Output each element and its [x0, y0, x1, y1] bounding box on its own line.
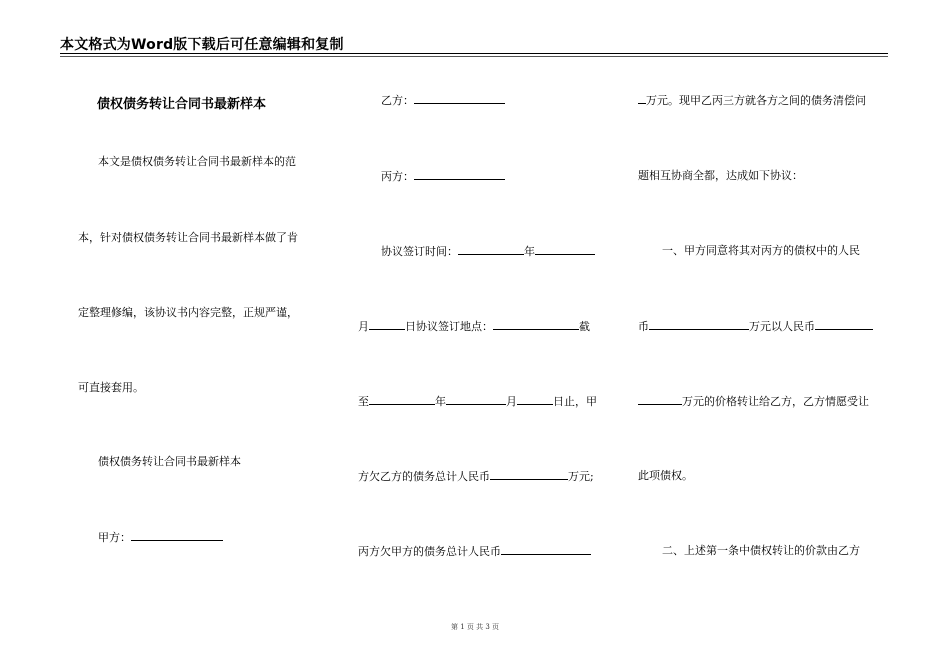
- amount-1-blank: [649, 319, 749, 330]
- price-text: 万元的价格转让给乙方，乙方情愿受让: [682, 395, 869, 408]
- intro-line-1: 本文是债权债务转让合同书最新样本的范: [98, 155, 296, 168]
- year-label-2: 年: [435, 395, 446, 408]
- sign-day-blank: [369, 319, 405, 330]
- until-label: 至: [358, 395, 369, 408]
- debt-2-label: 丙方欠甲方的债务总计人民币: [358, 545, 501, 558]
- party-b-line: [381, 93, 505, 108]
- debt-line-2: [358, 544, 591, 559]
- cutoff-label: 截: [579, 320, 590, 333]
- party-a-line: [98, 530, 223, 545]
- party-c-blank: [414, 169, 505, 180]
- debt-1-blank: [490, 469, 568, 480]
- sign-time-line: [381, 244, 595, 259]
- clause-2-line: 二、上述第一条中债权转让的价款由乙方: [662, 544, 860, 557]
- header-rule: [60, 53, 888, 54]
- debt-line-1: [358, 469, 594, 484]
- year-label: 年: [524, 245, 535, 258]
- price-blank: [638, 394, 682, 405]
- party-a-blank: [131, 530, 223, 541]
- right-line-1-blank: [638, 93, 646, 104]
- amount-label: 万元以人民币: [749, 320, 815, 333]
- clause-1-line: 一、甲方同意将其对丙方的债权中的人民: [662, 244, 860, 257]
- right-line-1-text: 万元。现甲乙丙三方就各方之间的债务清偿问: [646, 94, 866, 107]
- cutoff-year-blank: [369, 394, 435, 405]
- month-label: 月: [358, 320, 369, 333]
- right-line-2: 题相互协商全都，达成如下协议：: [638, 169, 803, 182]
- sign-place-blank: [493, 319, 579, 330]
- sign-month-blank: [535, 244, 595, 255]
- page-header: 本文格式为Word版下载后可任意编辑和复制: [60, 37, 344, 53]
- party-b-label: 乙方：: [381, 94, 414, 107]
- contract-heading: 债权债务转让合同书最新样本: [98, 455, 241, 468]
- party-a-label: 甲方：: [98, 531, 131, 544]
- day-end-label: 日止，甲: [553, 395, 597, 408]
- document-title: 债权债务转让合同书最新样本: [97, 97, 267, 112]
- amount-2-blank: [815, 319, 873, 330]
- currency-label: 币: [638, 320, 649, 333]
- party-b-blank: [414, 93, 505, 104]
- sign-place-line: [358, 319, 590, 334]
- wan-label: 万元;: [568, 470, 594, 483]
- intro-line-4: 可直接套用。: [78, 381, 144, 394]
- intro-line-3: 定整理修编，该协议书内容完整，正规严谨，: [78, 306, 298, 319]
- debt-2-blank: [501, 544, 591, 555]
- right-line-1: [638, 93, 866, 108]
- header-rule-thin: [60, 56, 888, 57]
- month-label-2: 月: [506, 395, 517, 408]
- clause-1-price-line: [638, 394, 869, 409]
- sign-place-label: 日协议签订地点：: [405, 320, 493, 333]
- cutoff-month-blank: [446, 394, 506, 405]
- intro-line-2: 本，针对债权债务转让合同书最新样本做了肯: [78, 231, 298, 244]
- sign-time-label: 协议签订时间：: [381, 245, 458, 258]
- right-line-6: 此项债权。: [638, 469, 693, 482]
- clause-1-amount-line: [638, 319, 873, 334]
- party-c-label: 丙方：: [381, 170, 414, 183]
- sign-year-blank: [458, 244, 524, 255]
- cutoff-day-blank: [517, 394, 553, 405]
- party-c-line: [381, 169, 505, 184]
- debt-1-label: 方欠乙方的债务总计人民币: [358, 470, 490, 483]
- page-number: 第 1 页 共 3 页: [450, 623, 500, 631]
- cutoff-date-line: [358, 394, 597, 409]
